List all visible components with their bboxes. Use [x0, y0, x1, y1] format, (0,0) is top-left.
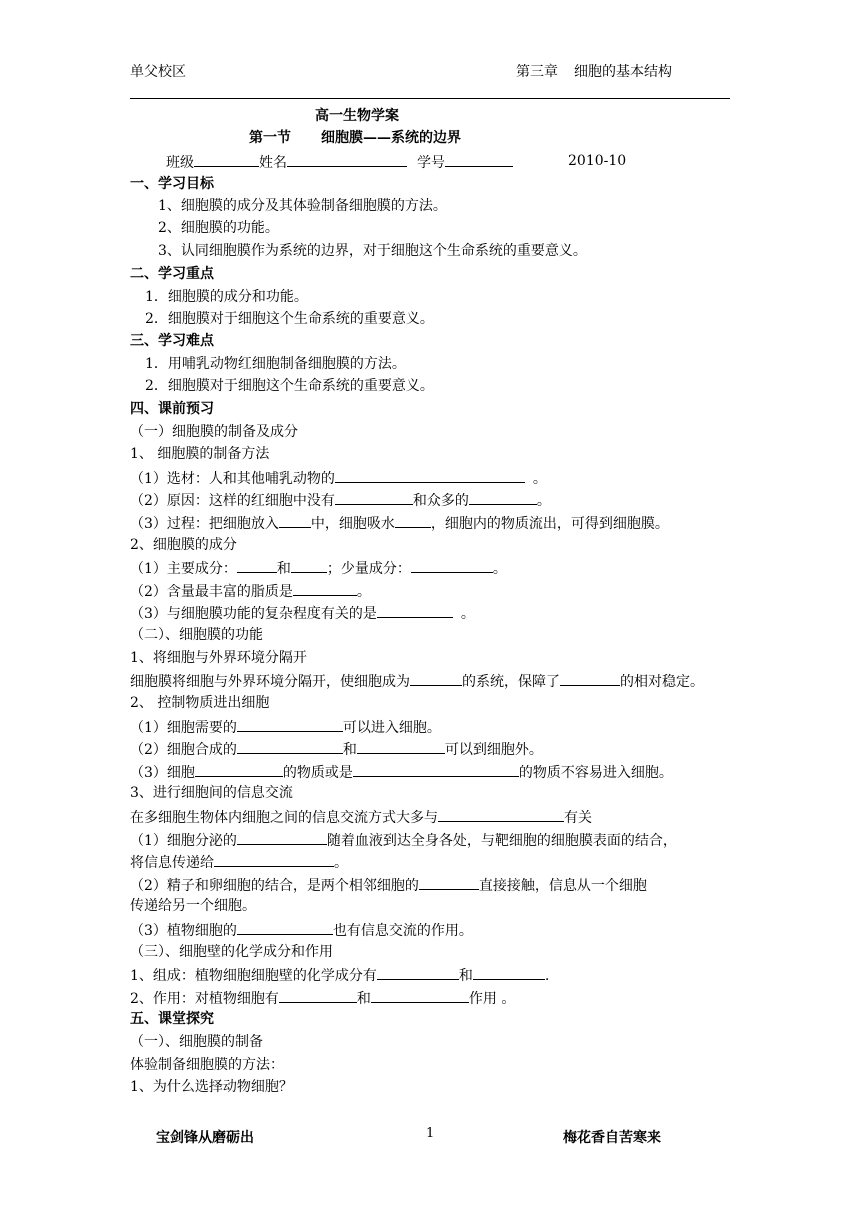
answer-blank[interactable]: [410, 670, 462, 686]
text-line: 传递给另一个细胞。: [130, 898, 256, 914]
fill-line-info-exchange: 在多细胞生物体内细胞之间的信息交流方式大多与 有关: [130, 806, 592, 828]
item-heading: 2、细胞膜的成分: [130, 537, 237, 553]
section-key-points-heading: 二、学习重点: [130, 266, 214, 282]
subsection-heading: （三）、细胞壁的化学成分和作用: [130, 944, 333, 960]
goal-item: 2、细胞膜的功能。: [158, 220, 279, 236]
goal-item: 3、认同细胞膜作为系统的边界，对于细胞这个生命系统的重要意义。: [158, 243, 587, 259]
fill-line-process: （3）过程：把细胞放入 中，细胞吸水 ，细胞内的物质流出，可得到细胞膜。: [130, 512, 669, 534]
header-rule: [130, 98, 730, 99]
answer-blank[interactable]: [411, 557, 493, 573]
section-title: 细胞膜——系统的边界: [321, 130, 461, 146]
student-info-line: [166, 151, 513, 173]
fill-line-main-components: （1）主要成分： 和 ；少量成分： 。: [130, 557, 507, 579]
answer-blank[interactable]: [335, 489, 413, 505]
subsection-heading: （一）细胞膜的制备及成分: [130, 424, 298, 440]
fill-line-secreted: （1）细胞分泌的 随着血液到达全身各处，与靶细胞的细胞膜表面的结合，: [130, 829, 677, 851]
section-difficulties-heading: 三、学习难点: [130, 333, 214, 349]
name-blank[interactable]: [287, 151, 407, 167]
name-label: 姓名: [259, 155, 287, 171]
page-title: 高一生物学案: [315, 108, 399, 124]
answer-blank[interactable]: [237, 716, 343, 732]
fill-line-sperm-egg: （2）精子和卵细胞的结合，是两个相邻细胞的 直接接触，信息从一个细胞: [130, 874, 647, 896]
fill-line-wall-composition: 1、组成：植物细胞细胞壁的化学成分有 和 .: [130, 964, 549, 986]
student-number-blank[interactable]: [445, 151, 513, 167]
answer-blank[interactable]: [395, 512, 431, 528]
date: 2010-10: [568, 153, 627, 169]
fill-line-wall-function: 2、作用：对植物细胞有 和 作用 。: [130, 987, 515, 1009]
fill-line-material: （1）选材：人和其他哺乳动物的 。: [130, 467, 547, 489]
page-number: 1: [426, 1126, 435, 1141]
answer-blank[interactable]: [237, 557, 277, 573]
answer-blank[interactable]: [371, 987, 469, 1003]
header-chapter-title: 细胞的基本结构: [574, 64, 672, 80]
class-label: 班级: [166, 155, 194, 171]
footer-left-motto: 宝剑锋从磨砺出: [156, 1130, 254, 1146]
answer-blank[interactable]: [293, 580, 357, 596]
fill-line-lipid: （2）含量最丰富的脂质是 。: [130, 580, 371, 602]
fill-line-reason: （2）原因：这样的红细胞中没有 和众多的 。: [130, 489, 551, 511]
fill-line-needed: （1）细胞需要的 可以进入细胞。: [130, 716, 441, 738]
item-heading: 1、将细胞与外界环境分隔开: [130, 650, 307, 666]
text-line: 体验制备细胞膜的方法：: [130, 1057, 284, 1073]
question-item: 1、为什么选择动物细胞？: [130, 1079, 293, 1095]
fill-line-harmful: （3）细胞 的物质或是 的物质不容易进入细胞。: [130, 761, 673, 783]
answer-blank[interactable]: [438, 806, 564, 822]
student-number-label: 学号: [417, 155, 445, 171]
header-left: 单父校区: [130, 64, 186, 80]
subsection-heading: （二）、细胞膜的功能: [130, 627, 263, 643]
answer-blank[interactable]: [237, 738, 343, 754]
answer-blank[interactable]: [469, 489, 537, 505]
key-point-item: 2．细胞膜对于细胞这个生命系统的重要意义。: [145, 311, 434, 327]
fill-line-synthesized: （2）细胞合成的 和 可以到细胞外。: [130, 738, 543, 760]
fill-line-pass-info: 将信息传递给 。: [130, 851, 348, 873]
section-number: 第一节: [249, 130, 291, 146]
answer-blank[interactable]: [377, 602, 453, 618]
difficulty-item: 2．细胞膜对于细胞这个生命系统的重要意义。: [145, 378, 434, 394]
answer-blank[interactable]: [237, 919, 333, 935]
answer-blank[interactable]: [237, 829, 327, 845]
answer-blank[interactable]: [377, 964, 459, 980]
answer-blank[interactable]: [335, 467, 525, 483]
answer-blank[interactable]: [357, 738, 445, 754]
difficulty-item: 1．用哺乳动物红细胞制备细胞膜的方法。: [145, 356, 406, 372]
goal-item: 1、细胞膜的成分及其体验制备细胞膜的方法。: [158, 198, 447, 214]
section-goals-heading: 一、学习目标: [130, 176, 214, 192]
item-heading: 1、 细胞膜的制备方法: [130, 446, 270, 462]
fill-line-complexity: （3）与细胞膜功能的复杂程度有关的是 。: [130, 602, 475, 624]
answer-blank[interactable]: [291, 557, 327, 573]
key-point-item: 1．细胞膜的成分和功能。: [145, 289, 308, 305]
answer-blank[interactable]: [353, 761, 519, 777]
item-heading: 2、 控制物质进出细胞: [130, 695, 270, 711]
answer-blank[interactable]: [214, 851, 334, 867]
fill-line-plant: （3）植物细胞的 也有信息交流的作用。: [130, 919, 473, 941]
subsection-heading: （一）、细胞膜的制备: [130, 1034, 263, 1050]
answer-blank[interactable]: [473, 964, 545, 980]
answer-blank[interactable]: [419, 874, 479, 890]
answer-blank[interactable]: [279, 987, 357, 1003]
item-heading: 3、进行细胞间的信息交流: [130, 785, 293, 801]
answer-blank[interactable]: [195, 761, 283, 777]
class-blank[interactable]: [194, 151, 259, 167]
section-exploration-heading: 五、课堂探究: [130, 1011, 214, 1027]
fill-line-separation: 细胞膜将细胞与外界环境分隔开，使细胞成为 的系统，保障了 的相对稳定。: [130, 670, 704, 692]
answer-blank[interactable]: [560, 670, 620, 686]
footer-right-motto: 梅花香自苦寒来: [563, 1130, 661, 1146]
answer-blank[interactable]: [279, 512, 311, 528]
header-chapter: 第三章: [516, 64, 558, 80]
section-preview-heading: 四、课前预习: [130, 401, 214, 417]
